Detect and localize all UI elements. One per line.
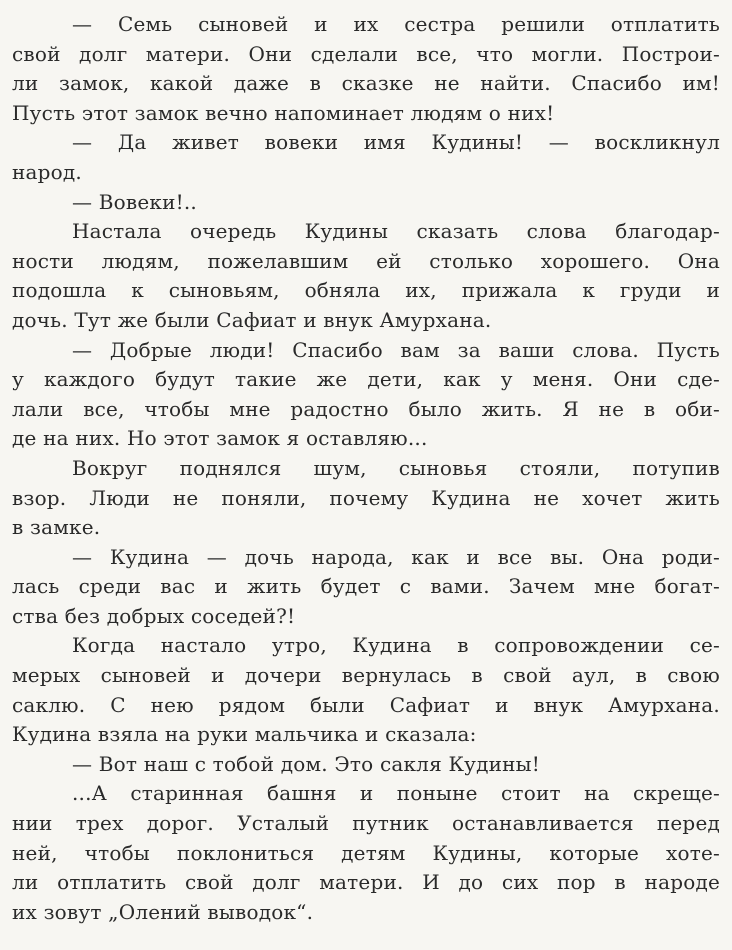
- text-line: Кудина взяла на руки мальчика и сказала:: [12, 722, 477, 747]
- text-line: — Добрые люди! Спасибо вам за ваши слова. Пусть: [72, 337, 720, 362]
- text-line: — Семь сыновей и их сестра решили отплатить: [72, 12, 720, 36]
- text-line: ности людям, пожелавшим ей столько хорошего. Она: [12, 248, 720, 273]
- text-line: в замке.: [12, 515, 101, 540]
- text-line: нии трех дорог. Усталый путник останавливается перед: [12, 811, 720, 836]
- text-line: свой долг матери. Они сделали все, что могли. Построи-: [12, 41, 720, 66]
- text-line: Пусть этот замок вечно напоминает людям о них!: [12, 100, 555, 125]
- book-page-text: [12, 10, 720, 927]
- text-line: — Кудина — дочь народа, как и все вы. Она роди-: [72, 544, 720, 569]
- text-line: ли отплатить свой долг матери. И до сих пор в народе: [12, 870, 720, 895]
- text-line: Когда настало утро, Кудина в сопровождении се-: [72, 633, 720, 658]
- text-line: ней, чтобы поклониться детям Кудины, которые хоте-: [12, 840, 720, 865]
- text-line: лали все, чтобы мне радостно было жить. Я не в оби-: [12, 396, 720, 421]
- text-line: лась среди вас и жить будет с вами. Зачем мне богат-: [12, 574, 720, 599]
- text-line: народ.: [12, 159, 82, 184]
- text-line: — Да живет вовеки имя Кудины! — воскликнул: [72, 130, 720, 155]
- text-line: — Вот наш с тобой дом. Это сакля Кудины!: [72, 751, 541, 776]
- text-line: мерых сыновей и дочери вернулась в свой аул, в свою: [12, 663, 720, 688]
- text-line: саклю. С нею рядом были Сафиат и внук Амурхана.: [12, 692, 720, 717]
- text-line: подошла к сыновьям, обняла их, прижала к груди и: [12, 278, 720, 303]
- text-line: дочь. Тут же были Сафиат и внук Амурхана.: [12, 307, 492, 332]
- text-line: ...А старинная башня и поныне стоит на скреще-: [72, 781, 720, 806]
- text-line: взор. Люди не поняли, почему Кудина не хочет жить: [12, 485, 720, 510]
- text-line: Настала очередь Кудины сказать слова благодар-: [72, 219, 720, 244]
- text-line: у каждого будут такие же дети, как у меня. Они сде-: [12, 367, 720, 392]
- text-line: — Вовеки!..: [72, 189, 197, 214]
- text-line: их зовут „Олений выводок“.: [12, 899, 314, 924]
- text-line: ства без добрых соседей?!: [12, 603, 296, 628]
- text-line: де на них. Но этот замок я оставляю...: [12, 426, 428, 451]
- text-line: ли замок, какой даже в сказке не найти. Спасибо им!: [12, 71, 720, 96]
- text-line: Вокруг поднялся шум, сыновья стояли, потупив: [72, 455, 720, 480]
